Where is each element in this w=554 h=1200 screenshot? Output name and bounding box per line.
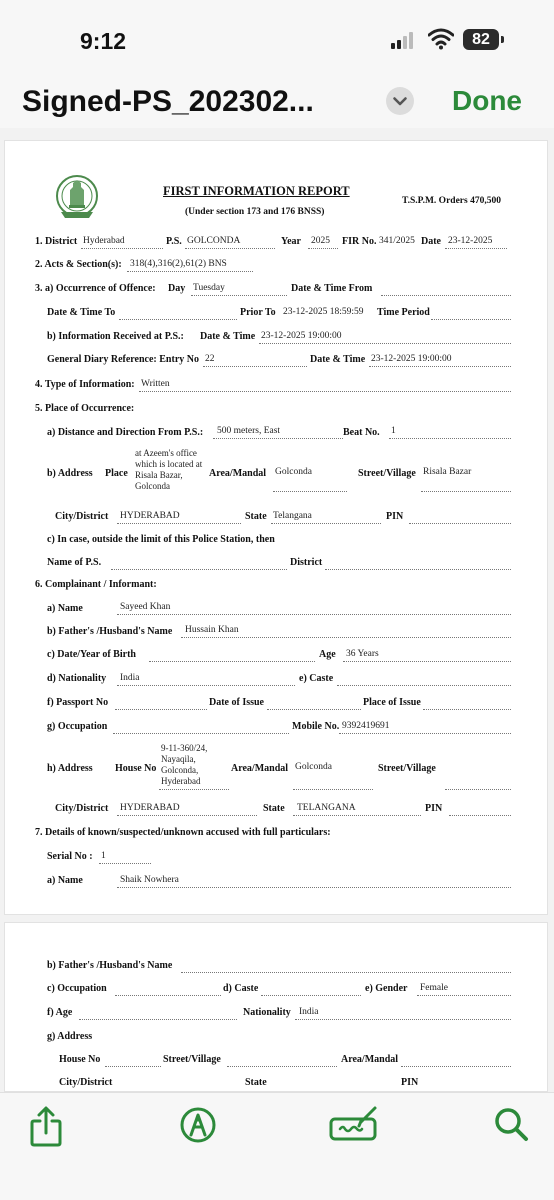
dotted-fill-line (115, 709, 207, 710)
complainant-city-value: HYDERABAD (120, 803, 180, 813)
fir-label: FIR No. (342, 236, 377, 247)
mobile-value: 9392419691 (342, 721, 390, 731)
dotted-fill-line (445, 248, 507, 249)
city-value: HYDERABAD (120, 511, 180, 521)
dotted-fill-line (213, 438, 343, 439)
acts-label: 2. Acts & Section(s): (35, 259, 122, 270)
battery-tip (501, 36, 504, 43)
dotted-fill-line (423, 709, 511, 710)
district-value: Hyderabad (83, 236, 125, 246)
gd-datetime-label: Date & Time (310, 354, 366, 365)
dotted-fill-line (325, 569, 511, 570)
prior-to-value: 23-12-2025 18:59:59 (283, 307, 364, 317)
dotted-fill-line (337, 685, 511, 686)
fir-value: 341/2025 (379, 236, 415, 246)
bottom-toolbar (0, 1092, 554, 1200)
street-value: Risala Bazar (423, 467, 472, 477)
accused-details-label: 7. Details of known/suspected/unknown accused with full particulars: (35, 827, 331, 838)
dotted-fill-line (339, 733, 511, 734)
info-received-label: b) Information Received at P.S.: (47, 331, 184, 342)
accused-pin-label: PIN (401, 1077, 419, 1088)
accused-nationality-value: India (299, 1007, 319, 1017)
dotted-fill-line (417, 995, 511, 996)
dotted-fill-line (181, 972, 511, 973)
battery-indicator: 82 (463, 29, 499, 50)
year-label: Year (281, 236, 301, 247)
place-sub-label: Place (105, 468, 128, 479)
city-label: City/District (55, 511, 109, 522)
accused-address-label: g) Address (47, 1031, 93, 1042)
gd-datetime-value: 23-12-2025 19:00:00 (371, 354, 452, 364)
dotted-fill-line (445, 789, 511, 790)
share-icon (26, 1105, 66, 1149)
occupation-label: g) Occupation (47, 721, 108, 732)
dotted-fill-line (203, 366, 307, 367)
occurrence-label: 3. a) Occurrence of Offence: (35, 283, 156, 294)
accused-nationality-label: Nationality (243, 1007, 291, 1018)
dotted-fill-line (117, 614, 511, 615)
house-no-value: 9-11-360/24, Nayaqila, Golconda, Hyderabad (161, 743, 208, 786)
distance-value: 500 meters, East (217, 426, 281, 436)
dotted-fill-line (115, 995, 221, 996)
accused-area-label: Area/Mandal (341, 1054, 399, 1065)
document-page-1 (4, 140, 548, 915)
pin-label: PIN (386, 511, 404, 522)
state-label: State (245, 511, 267, 522)
doi-label: Date of Issue (209, 697, 264, 708)
dotted-fill-line (295, 1019, 511, 1020)
dotted-fill-line (79, 1019, 237, 1020)
signature-button[interactable] (328, 1105, 380, 1150)
accused-occupation-label: c) Occupation (47, 983, 107, 994)
dotted-fill-line (381, 295, 511, 296)
dotted-fill-line (369, 366, 511, 367)
report-subtitle: (Under section 173 and 176 BNSS) (185, 207, 325, 217)
dotted-fill-line (293, 815, 421, 816)
date-label: Date (421, 236, 441, 247)
dotted-fill-line (117, 685, 295, 686)
accused-name-label: a) Name (47, 875, 83, 886)
dotted-fill-line (389, 438, 511, 439)
dotted-fill-line (308, 248, 338, 249)
dotted-fill-line (113, 733, 289, 734)
wifi-icon (428, 28, 454, 50)
area-value: Golconda (275, 467, 312, 477)
info-received-value: 23-12-2025 19:00:00 (261, 331, 342, 341)
dotted-fill-line (191, 295, 287, 296)
dotted-fill-line (267, 709, 361, 710)
report-title: FIRST INFORMATION REPORT (163, 184, 350, 198)
status-bar (0, 0, 554, 80)
street-label: Street/Village (358, 468, 416, 479)
complainant-state-value: TELANGANA (297, 803, 356, 813)
name-ps-label: Name of P.S. (47, 557, 102, 568)
datetime-to-label: Date & Time To (47, 307, 116, 318)
dotted-fill-line (185, 248, 275, 249)
caste-label: e) Caste (299, 673, 334, 684)
complainant-street-label: Street/Village (378, 763, 436, 774)
cellular-signal-icon (391, 31, 419, 49)
complainant-name-value: Sayeed Khan (120, 602, 171, 612)
complainant-area-label: Area/Mandal (231, 763, 289, 774)
chevron-down-icon (386, 87, 414, 115)
distance-label: a) Distance and Direction From P.S.: (47, 427, 204, 438)
accused-state-label: State (245, 1077, 267, 1088)
accused-house-label: House No (59, 1054, 101, 1065)
dotted-fill-line (259, 343, 511, 344)
dotted-fill-line (409, 523, 511, 524)
share-button[interactable] (26, 1105, 66, 1154)
accused-city-label: City/District (59, 1077, 113, 1088)
dotted-fill-line (105, 1066, 161, 1067)
dotted-fill-line (117, 815, 257, 816)
document-page-2 (4, 922, 548, 1092)
dotted-fill-line (111, 569, 287, 570)
dotted-fill-line (117, 887, 511, 888)
state-value: Telangana (273, 511, 312, 521)
orders-reference: T.S.P.M. Orders 470,500 (402, 196, 501, 206)
accused-age-label: f) Age (47, 1007, 73, 1018)
dotted-fill-line (127, 271, 253, 272)
type-value: Written (141, 379, 170, 389)
district-label: 1. District (35, 236, 78, 247)
dotted-fill-line (421, 491, 511, 492)
district2-label: District (290, 557, 323, 568)
accused-gender-value: Female (420, 983, 448, 993)
dotted-fill-line (119, 319, 237, 320)
search-button[interactable] (492, 1105, 532, 1150)
prior-to-label: Prior To (240, 307, 276, 318)
dob-label: c) Date/Year of Birth (47, 649, 136, 660)
done-button[interactable]: Done (452, 85, 522, 116)
dotted-fill-line (227, 1066, 337, 1067)
acts-value: 318(4),316(2),61(2) BNS (130, 259, 227, 269)
dotted-fill-line (117, 523, 241, 524)
dotted-fill-line (181, 637, 511, 638)
serial-value: 1 (101, 851, 106, 861)
ps-label: P.S. (166, 236, 182, 247)
accused-caste-label: d) Caste (223, 983, 259, 994)
markup-button[interactable] (178, 1105, 218, 1150)
dotted-fill-line (149, 661, 315, 662)
outside-limit-label: c) In case, outside the limit of this Police Station, then (47, 534, 275, 545)
place-address-value: at Azeem's office which is located at Risala Bazar, Golconda (135, 448, 203, 491)
search-icon (492, 1105, 532, 1145)
area-label: Area/Mandal (209, 468, 267, 479)
dotted-fill-line (99, 863, 151, 864)
accused-gender-label: e) Gender (365, 983, 408, 994)
address-label: b) Address (47, 468, 93, 479)
dotted-fill-line (431, 319, 511, 320)
ps-value: GOLCONDA (187, 236, 241, 246)
markup-icon (178, 1105, 218, 1145)
passport-label: f) Passport No (47, 697, 109, 708)
age-value: 36 Years (346, 649, 379, 659)
info-datetime-label: Date & Time (200, 331, 256, 342)
beat-value: 1 (391, 426, 396, 436)
telangana-emblem-logo (55, 174, 99, 222)
dotted-fill-line (159, 789, 229, 790)
nationality-value: India (120, 673, 140, 683)
datetime-from-label: Date & Time From (291, 283, 373, 294)
complainant-address-label: h) Address (47, 763, 93, 774)
complainant-pin-label: PIN (425, 803, 443, 814)
nationality-label: d) Nationality (47, 673, 107, 684)
complainant-state-label: State (263, 803, 285, 814)
accused-name-value: Shaik Nowhera (120, 875, 179, 885)
dotted-fill-line (449, 815, 511, 816)
year-value: 2025 (311, 236, 330, 246)
house-no-label: House No (115, 763, 157, 774)
time-period-label: Time Period (377, 307, 430, 318)
dotted-fill-line (343, 661, 511, 662)
accused-father-label: b) Father's /Husband's Name (47, 960, 173, 971)
mobile-label: Mobile No. (292, 721, 340, 732)
dotted-fill-line (139, 391, 511, 392)
complainant-name-label: a) Name (47, 603, 83, 614)
type-label: 4. Type of Information: (35, 379, 135, 390)
poi-label: Place of Issue (363, 697, 421, 708)
gd-label: General Diary Reference: Entry No (47, 354, 199, 365)
day-value: Tuesday (193, 283, 225, 293)
clock: 9:12 (80, 28, 127, 54)
signature-icon (328, 1105, 380, 1145)
title-menu-button[interactable] (386, 87, 414, 115)
document-title[interactable]: Signed-PS_202302... (22, 85, 314, 118)
dotted-fill-line (273, 491, 347, 492)
dotted-fill-line (81, 248, 163, 249)
dotted-fill-line (293, 789, 373, 790)
dotted-fill-line (401, 1066, 511, 1067)
age-label: Age (319, 649, 336, 660)
beat-label: Beat No. (343, 427, 380, 438)
dotted-fill-line (271, 523, 381, 524)
gd-entry-value: 22 (205, 354, 215, 364)
place-label: 5. Place of Occurrence: (35, 403, 135, 414)
day-label: Day (168, 283, 186, 294)
serial-label: Serial No : (47, 851, 93, 862)
complainant-label: 6. Complainant / Informant: (35, 579, 157, 590)
accused-street-label: Street/Village (163, 1054, 221, 1065)
complainant-city-label: City/District (55, 803, 109, 814)
father-value: Hussain Khan (185, 625, 239, 635)
dotted-fill-line (261, 995, 361, 996)
complainant-area-value: Golconda (295, 762, 332, 772)
date-value: 23-12-2025 (448, 236, 493, 246)
father-label: b) Father's /Husband's Name (47, 626, 173, 637)
